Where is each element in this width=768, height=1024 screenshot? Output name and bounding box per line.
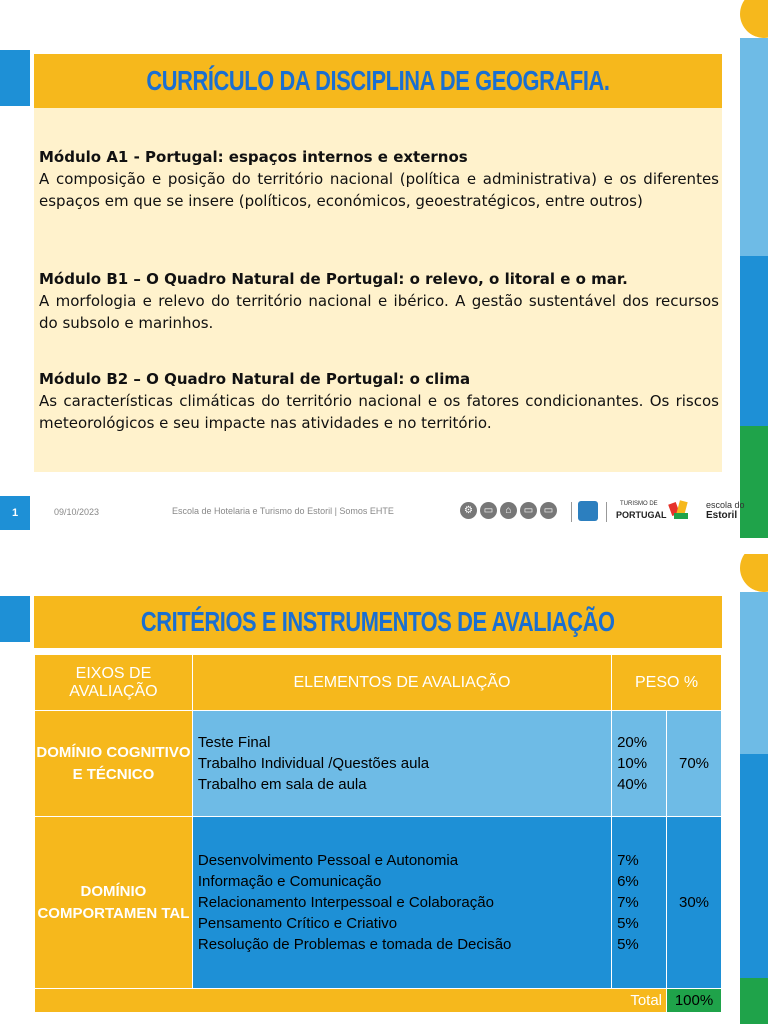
list-item: Teste Final <box>197 734 271 751</box>
module-text: A morfologia e relevo do território nacional e ibérico. A gestão sustentável dos recursos do subsolo e marinhos. <box>39 292 719 332</box>
header-weight: PESO % <box>612 655 722 711</box>
axis-cognitive: DOMÍNIO COGNITIVO E TÉCNICO <box>35 711 193 817</box>
footer-date: 09/10/2023 <box>54 507 100 517</box>
header-axis: EIXOS DE AVALIAÇÃO <box>35 655 193 711</box>
module-text: As características climáticas do território nacional e os fatores condicionantes. Os riscos meteorológicos e seu impacte nas atividades e no território. <box>39 392 719 432</box>
behavioral-total: 30% <box>667 817 722 989</box>
slide-divider <box>0 538 768 554</box>
module-a1 <box>39 146 719 212</box>
right-decoration <box>728 554 768 1024</box>
axis-behavioral: DOMÍNIO COMPORTAMEN TAL <box>35 817 193 989</box>
module-heading: Módulo B2 – O Quadro Natural de Portugal: o clima <box>39 370 471 388</box>
cognitive-percents: 20% 10% 40% <box>612 711 667 817</box>
left-accent-bar <box>0 50 30 106</box>
estoril-logo: escola do Estoril <box>706 500 745 521</box>
module-heading: Módulo B1 – O Quadro Natural de Portugal: o relevo, o litoral e o mar. <box>39 270 628 288</box>
list-item: Desenvolvimento Pessoal e Autonomia <box>197 852 459 869</box>
list-item: Resolução de Problemas e tomada de Decisão <box>197 936 512 953</box>
turismo-portugal-logo: TURISMO DE PORTUGAL <box>616 501 706 525</box>
list-item: Informação e Comunicação <box>197 873 382 890</box>
footer-icons <box>460 502 557 519</box>
right-decoration <box>728 0 768 538</box>
list-item: Trabalho em sala de aula <box>197 776 367 793</box>
footer-school: Escola de Hotelaria e Turismo do Estoril | Somos EHTE <box>172 506 394 516</box>
module-heading: Módulo A1 - Portugal: espaços internos e externos <box>39 148 468 166</box>
module-text: A composição e posição do território nacional (política e administrativa) e os diferentes espaços em que se insere (políticos, económicos, geoestratégicos, entre outros) <box>39 170 719 210</box>
list-item: Trabalho Individual /Questões aula <box>197 755 430 772</box>
behavioral-percents: 7% 6% 7% 5% 5% <box>612 817 667 989</box>
page-title: CRITÉRIOS E INSTRUMENTOS DE AVALIAÇÃO <box>34 596 722 648</box>
tour-icon: ▭ <box>520 502 537 519</box>
list-item: Pensamento Crítico e Criativo <box>197 915 398 932</box>
page-title: CURRÍCULO DA DISCIPLINA DE GEOGRAFIA. <box>34 54 722 108</box>
total-value: 100% <box>667 989 722 1013</box>
slide-footer <box>0 496 768 530</box>
cognitive-total: 70% <box>667 711 722 817</box>
left-accent-bar <box>0 596 30 642</box>
page-number: 1 <box>0 496 30 530</box>
module-b1 <box>39 268 719 334</box>
hotel-icon: ⌂ <box>500 502 517 519</box>
bike-icon: ⚙ <box>460 502 477 519</box>
header-elements: ELEMENTOS DE AVALIAÇÃO <box>192 655 611 711</box>
module-b2 <box>39 368 719 434</box>
bread-icon: ▭ <box>480 502 497 519</box>
evaluation-table <box>34 654 722 1013</box>
list-item: Relacionamento Interpessoal e Colaboração <box>197 894 494 911</box>
ministry-logo <box>578 501 598 521</box>
kitchen-icon: ▭ <box>540 502 557 519</box>
total-label: Total <box>35 989 667 1013</box>
behavioral-items <box>192 817 611 989</box>
cognitive-items <box>192 711 611 817</box>
